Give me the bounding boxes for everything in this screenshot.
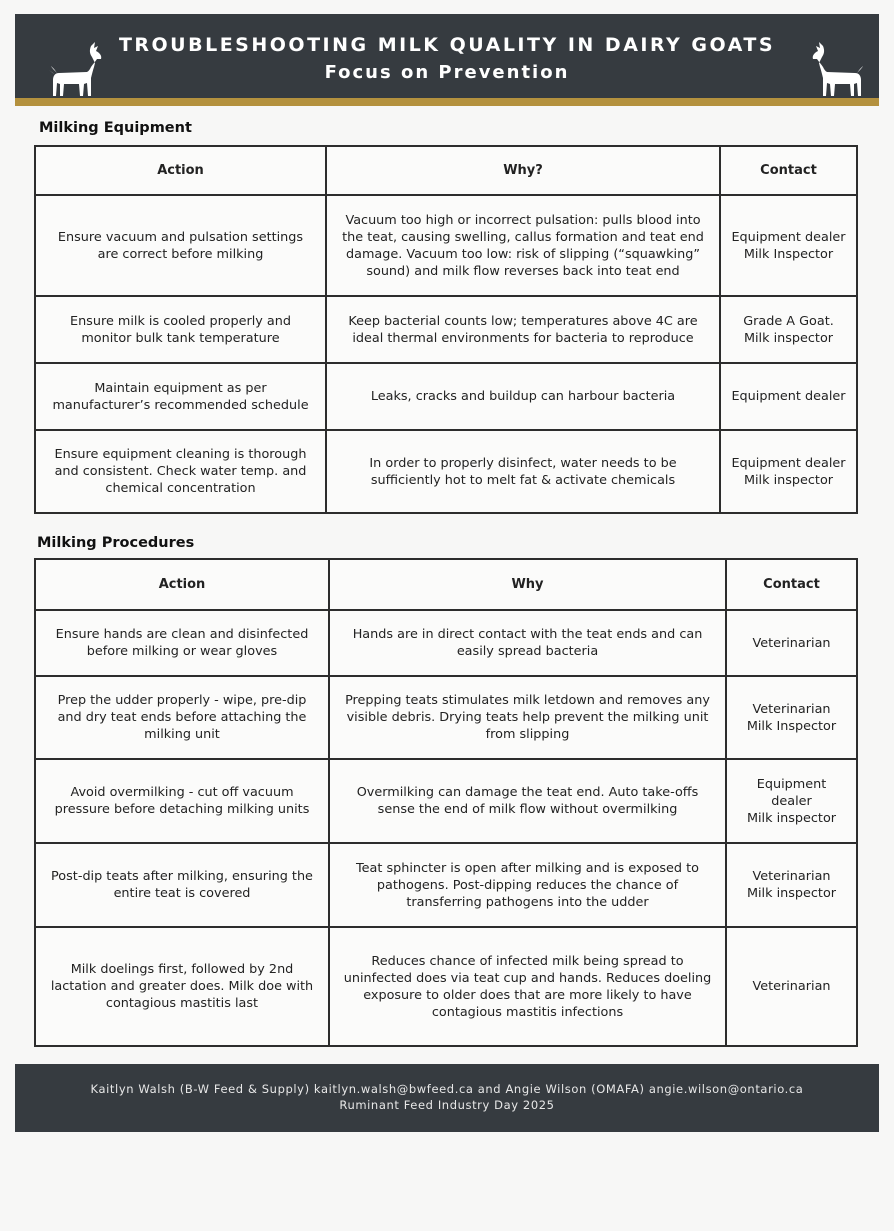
contact-line: Equipment dealer: [731, 455, 846, 471]
table-row: [35, 195, 857, 296]
contact-line: Veterinarian: [752, 869, 831, 884]
contact-line: Veterinarian: [752, 635, 831, 651]
contact-cell: [720, 296, 857, 363]
contact-line: Milk inspector: [743, 330, 834, 346]
contact-line: Equipment dealer: [731, 229, 846, 245]
column-header-why: Why?: [326, 146, 720, 195]
contact-line: Equipment dealer: [756, 776, 827, 809]
table-row: [35, 363, 857, 430]
action-cell: Ensure milk is cooled properly and monitor bulk tank temperature: [35, 296, 326, 363]
action-cell: Prep the udder properly - wipe, pre-dip and dry teat ends before attaching the milking unit: [35, 676, 329, 759]
table-row: [35, 430, 857, 513]
why-cell: Vacuum too high or incorrect pulsation: pulls blood into the teat, causing swelling, callus formation and teat end damage. Vacuum too low: risk of slipping (“squawking” sound) and milk flow reverses back into teat end: [326, 195, 720, 296]
why-cell: Leaks, cracks and buildup can harbour bacteria: [326, 363, 720, 430]
table-row: [35, 676, 857, 759]
equipment-table: [34, 145, 858, 514]
action-cell: Maintain equipment as per manufacturer’s recommended schedule: [35, 363, 326, 430]
contact-line: Milk Inspector: [743, 246, 834, 262]
action-cell: Ensure equipment cleaning is thorough and consistent. Check water temp. and chemical concentration: [35, 430, 326, 513]
why-cell: Prepping teats stimulates milk letdown and removes any visible debris. Drying teats help prevent the milking unit from slipping: [329, 676, 726, 759]
action-cell: Post-dip teats after milking, ensuring the entire teat is covered: [35, 843, 329, 927]
why-cell: Keep bacterial counts low; temperatures above 4C are ideal thermal environments for bacteria to reproduce: [326, 296, 720, 363]
contact-line: Grade A Goat.: [743, 313, 834, 329]
footer-authors: Kaitlyn Walsh (B-W Feed & Supply) kaitlyn.walsh@bwfeed.ca and Angie Wilson (OMAFA) angie.wilson@ontario.ca: [90, 1082, 804, 1096]
action-cell: Milk doelings first, followed by 2nd lactation and greater does. Milk doe with contagious mastitis last: [35, 927, 329, 1046]
contact-cell: [726, 759, 857, 843]
header-banner: [15, 14, 879, 98]
contact-line: Equipment dealer: [731, 389, 846, 404]
section-title-equipment: Milking Equipment: [39, 120, 192, 136]
action-cell: Ensure vacuum and pulsation settings are correct before milking: [35, 195, 326, 296]
contact-cell: [720, 430, 857, 513]
column-header-action: Action: [35, 146, 326, 195]
table-row: [35, 843, 857, 927]
contact-line: Veterinarian: [752, 701, 831, 717]
table-row: [35, 296, 857, 363]
contact-cell: [720, 195, 857, 296]
table-row: [35, 759, 857, 843]
action-cell: Ensure hands are clean and disinfected before milking or wear gloves: [35, 610, 329, 676]
table-row: [35, 610, 857, 676]
why-cell: Teat sphincter is open after milking and is exposed to pathogens. Post-dipping reduces the chance of transferring pathogens into the udder: [329, 843, 726, 927]
document-title: TROUBLESHOOTING MILK QUALITY IN DAIRY GOATS: [118, 34, 776, 56]
why-cell: Hands are in direct contact with the teat ends and can easily spread bacteria: [329, 610, 726, 676]
why-cell: Reduces chance of infected milk being spread to uninfected does via teat cup and hands. Reduces doeling exposure to older does that are more likely to have contagious mastitis infections: [329, 927, 726, 1046]
contact-line: Veterinarian: [752, 979, 831, 994]
footer-banner: [15, 1064, 879, 1132]
why-cell: In order to properly disinfect, water needs to be sufficiently hot to melt fat & activate chemicals: [326, 430, 720, 513]
column-header-why: Why: [329, 559, 726, 610]
action-cell: Avoid overmilking - cut off vacuum pressure before detaching milking units: [35, 759, 329, 843]
contact-line: Milk inspector: [743, 472, 834, 488]
footer-event: Ruminant Feed Industry Day 2025: [339, 1098, 555, 1112]
section-title-procedures: Milking Procedures: [37, 535, 195, 551]
contact-cell: [720, 363, 857, 430]
column-header-contact: Contact: [726, 559, 857, 610]
contact-line: Milk inspector: [746, 886, 837, 901]
procedures-table: [34, 558, 858, 1047]
table-row: [35, 927, 857, 1046]
contact-line: Milk inspector: [746, 810, 837, 826]
document-subtitle: Focus on Prevention: [324, 62, 570, 83]
contact-cell: [726, 610, 857, 676]
column-header-action: Action: [35, 559, 329, 610]
contact-cell: [726, 676, 857, 759]
gold-divider: [15, 98, 879, 106]
why-cell: Overmilking can damage the teat end. Auto take-offs sense the end of milk flow without overmilking: [329, 759, 726, 843]
contact-cell: [726, 927, 857, 1046]
contact-line: Milk Inspector: [746, 718, 837, 734]
column-header-contact: Contact: [720, 146, 857, 195]
contact-cell: [726, 843, 857, 927]
